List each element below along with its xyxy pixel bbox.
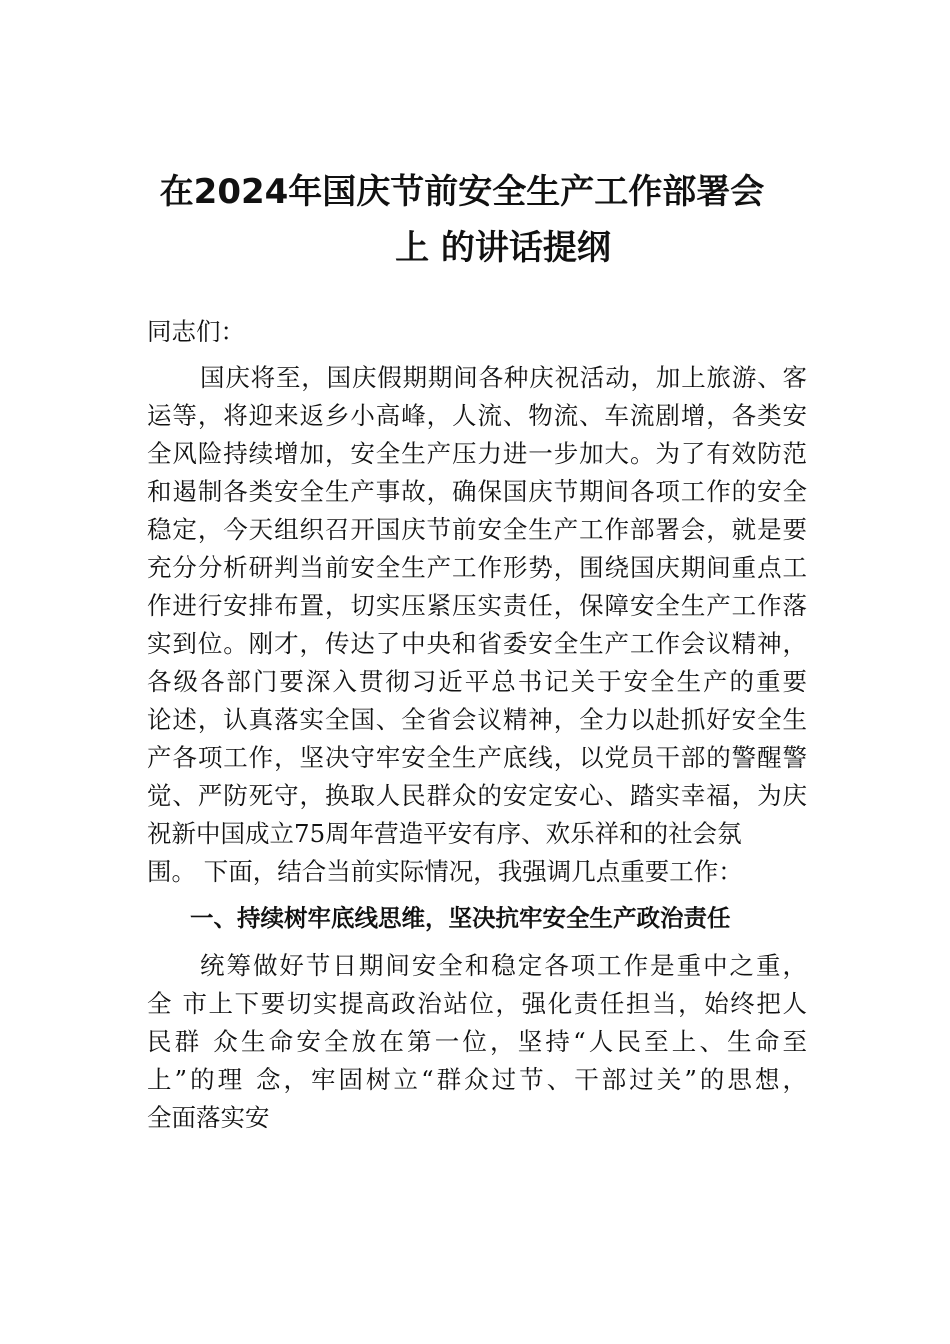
paragraph-2-line: 全面落实安 [147,1103,270,1132]
paragraph-1-line: 祝新中国成立75周年营造平安有序、欢乐祥和的社会氛 [147,819,742,848]
paragraph-1-line: 稳定，今天组织召开国庆节前安全生产工作部署会，就是要 [147,515,807,544]
paragraph-1-line: 国庆将至，国庆假期期间各种庆祝活动，加上旅游、客 [200,363,807,392]
paragraph-1-line: 和遏制各类安全生产事故，确保国庆节期间各项工作的安全 [147,477,807,506]
paragraph-1-line: 运等，将迎来返乡小高峰，人流、物流、车流剧增，各类安 [147,401,807,430]
paragraph-1-line: 觉、严防死守，换取人民群众的安定安心、踏实幸福，为庆 [147,781,807,810]
paragraph-1-line: 论述，认真落实全国、全省会议精神，全力以赴抓好安全生 [147,705,807,734]
paragraph-1-line: 各级各部门要深入贯彻习近平总书记关于安全生产的重要 [147,667,807,696]
paragraph-2-line: 全 市上下要切实提高政治站位，强化责任担当，始终把人 [147,989,807,1018]
paragraph-1-line: 充分分析研判当前安全生产工作形势，围绕国庆期间重点工 [147,553,807,582]
paragraph-2-line: 统筹做好节日期间安全和稳定各项工作是重中之重， [200,951,807,980]
paragraph-1-line: 产各项工作，坚决守牢安全生产底线，以党员干部的警醒警 [147,743,807,772]
paragraph-1-line: 全风险持续增加，安全生产压力进一步加大。为了有效防范 [147,439,807,468]
paragraph-1-line: 实到位。刚才，传达了中央和省委安全生产工作会议精神， [147,629,807,658]
paragraph-1-line: 作进行安排布置，切实压紧压实责任，保障安全生产工作落 [147,591,807,620]
document-title-line-1: 在2024年国庆节前安全生产工作部署会 [159,172,765,212]
paragraph-1-line: 围。 下面，结合当前实际情况，我强调几点重要工作： [147,857,743,886]
paragraph-2-line: 上”的理 念，牢固树立“群众过节、干部过关”的思想， [147,1065,807,1094]
paragraph-2-line: 民群 众生命安全放在第一位，坚持“人民至上、生命至 [147,1027,807,1056]
salutation: 同志们： [147,317,245,346]
document-title-line-2: 上 的讲话提纲 [395,228,611,268]
section-heading-1: 一、持续树牢底线思维，坚决抗牢安全生产政治责任 [190,904,731,932]
